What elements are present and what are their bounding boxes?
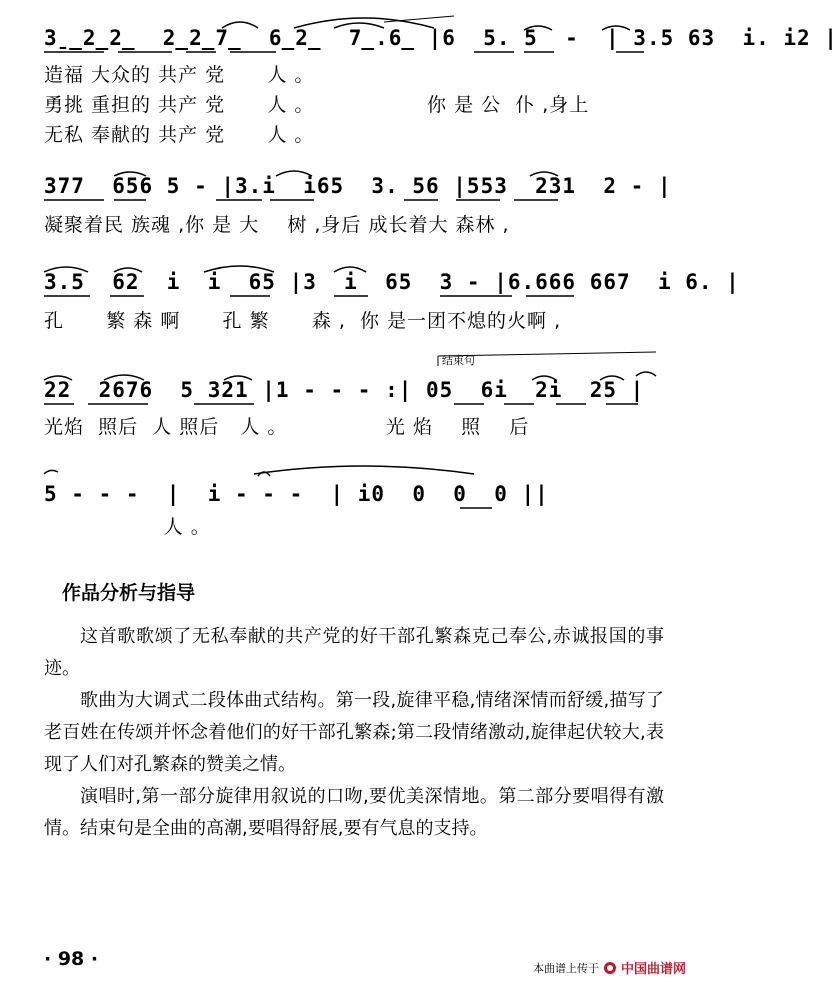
lyric-line: 无私 奉献的 共产 党 人 。 — [44, 124, 315, 146]
site-logo-icon — [603, 961, 617, 975]
analysis-section — [44, 578, 664, 845]
lyric-line: 勇挑 重担的 共产 党 人 。 你 是 公 仆 ,身上 — [44, 94, 590, 116]
slur-marks — [44, 170, 672, 210]
footer-text: 本曲谱上传于 — [532, 961, 599, 975]
analysis-heading: 作品分析与指导 — [62, 582, 196, 604]
analysis-paragraph: 歌曲为大调式二段体曲式结构。第一段,旋律平稳,情绪深情而舒缓,描写了老百姓在传颂并怀念着他们的好干部孔繁森;第二段情绪激动,旋律起伏较大,表现了人们对孔繁森的赞美之情。 — [44, 690, 664, 775]
footer-watermark — [533, 958, 686, 977]
lyric-line: 光焰 照后 人 照后 人 。 光 焰 照 后 — [44, 416, 530, 438]
notation-line: 3.5 62 i i 65 |3 i 65 3 - |6.666 667 i 6. | — [44, 270, 740, 294]
lyric-line: 人 。 — [44, 516, 211, 538]
notation-line: 3̱̲2̲2̲ 2̲2̲7̲ 6̲2̲ 7̲.6̲ |6 5. 5 - | 3.5 63 i. i2 | — [44, 26, 838, 50]
lyric-line: 孔 繁 森 啊 孔 繁 森 , 你 是一团不熄的火啊 , — [44, 310, 562, 332]
notation-line: 377 656 5 - |3.i i65 3. 56 |553 231 2 - | — [44, 174, 672, 198]
notation-line: 5 - - - | i - - - | i0 0 0 0 || — [44, 482, 549, 506]
site-name[interactable]: 中国曲谱网 — [620, 962, 686, 977]
analysis-paragraph: 演唱时,第一部分旋律用叙说的口吻,要优美深情地。第二部分要唱得有激情。结束句是全曲的高潮,要唱得舒展,要有气息的支持。 — [44, 786, 664, 839]
lyric-line: 凝聚着民 族魂 ,你 是 大 树 ,身后 成长着大 森林 , — [44, 214, 510, 236]
notation-line: 22 2676 5 321 |1 - - - :| 05 6i 2i 25 | — [44, 378, 645, 402]
ending-label: 结束句 — [442, 354, 475, 367]
lyric-line: 造福 大众的 共产 党 人 。 — [44, 64, 315, 86]
slur-marks — [44, 266, 740, 306]
page-number: · 98 · — [44, 948, 99, 970]
analysis-paragraph: 这首歌歌颂了无私奉献的共产党的好干部孔繁森克己奉公,赤诚报国的事迹。 — [44, 626, 664, 679]
